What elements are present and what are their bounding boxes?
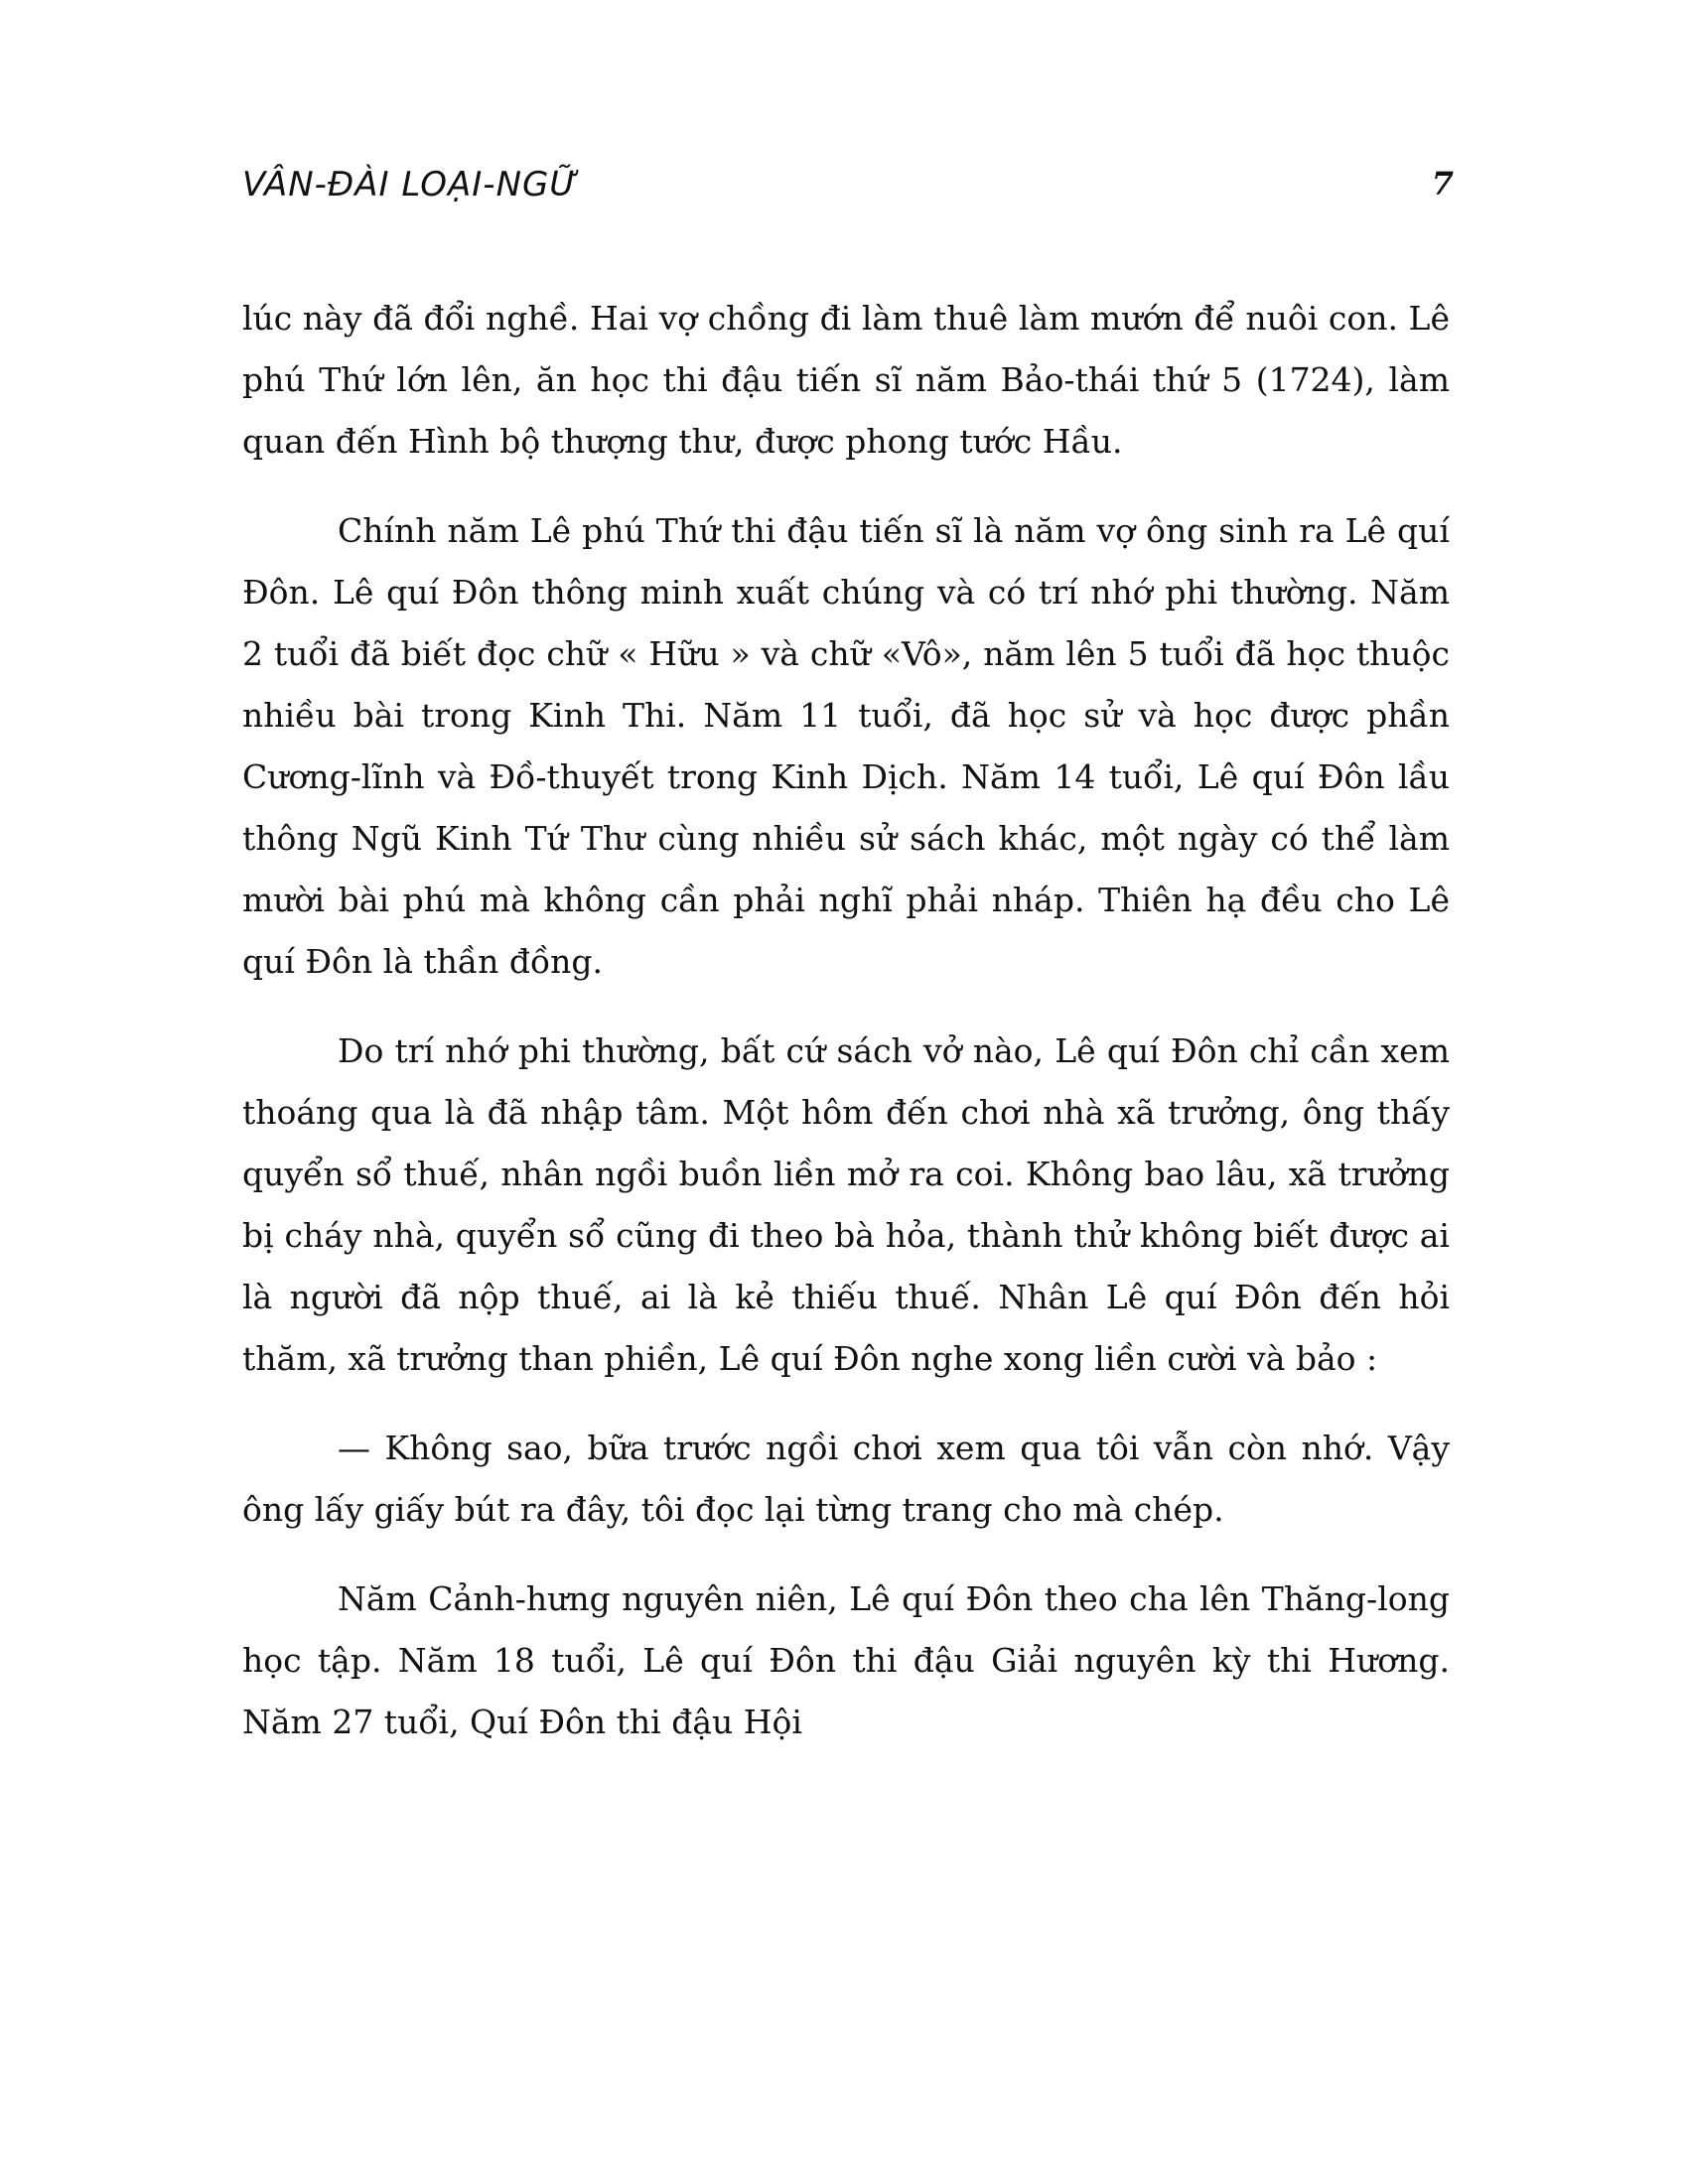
paragraph-dialogue: — Không sao, bữa trước ngồi chơi xem qua tôi vẫn còn nhớ. Vậy ông lấy giấy bút ra đây, tôi đọc lại từng trang cho mà chép. [242, 1429, 1450, 1529]
paragraph-continuation: lúc này đã đổi nghề. Hai vợ chồng đi làm thuê làm mướn để nuôi con. Lê phú Thứ lớn lên, ăn học thi đậu tiến sĩ năm Bảo-thái thứ 5 (1724), làm quan đến Hình bộ thượng thư, được phong tước Hầu. [242, 299, 1450, 461]
page-number: 7 [1431, 165, 1454, 203]
running-header-title: VÂN-ĐÀI LOẠI-NGỮ [242, 165, 579, 205]
paragraph-memory: Do trí nhớ phi thường, bất cứ sách vở nào, Lê quí Đôn chỉ cần xem thoáng qua là đã nhập tâm. Một hôm đến chơi nhà xã trưởng, ông thấy quyển sổ thuế, nhân ngồi buồn liền mở ra coi. Không bao lâu, xã trưởng bị cháy nhà, quyển sổ cũng đi theo bà hỏa, thành thử không biết được ai là người đã nộp thuế, ai là kẻ thiếu thuế. Nhân Lê quí Đôn đến hỏi thăm, xã trưởng than phiền, Lê quí Đôn nghe xong liền cười và bảo : [242, 1031, 1450, 1378]
paragraph-exams: Năm Cảnh-hưng nguyên niên, Lê quí Đôn theo cha lên Thăng-long học tập. Năm 18 tuổi, Lê quí Đôn thi đậu Giải nguyên kỳ thi Hương. Năm 27 tuổi, Quí Đôn thi đậu Hội [242, 1579, 1450, 1741]
paragraph-birth: Chính năm Lê phú Thứ thi đậu tiến sĩ là năm vợ ông sinh ra Lê quí Đôn. Lê quí Đôn thông minh xuất chúng và có trí nhớ phi thường. Năm 2 tuổi đã biết đọc chữ « Hữu » và chữ «Vô», năm lên 5 tuổi đã học thuộc nhiều bài trong Kinh Thi. Năm 11 tuổi, đã học sử và học được phần Cương-lĩnh và Đồ-thuyết trong Kinh Dịch. Năm 14 tuổi, Lê quí Đôn lầu thông Ngũ Kinh Tứ Thư cùng nhiều sử sách khác, một ngày có thể làm mười bài phú mà không cần phải nghĩ phải nháp. Thiên hạ đều cho Lê quí Đôn là thần đồng. [242, 511, 1450, 981]
body-text [242, 288, 1450, 1753]
running-header [242, 165, 1454, 224]
